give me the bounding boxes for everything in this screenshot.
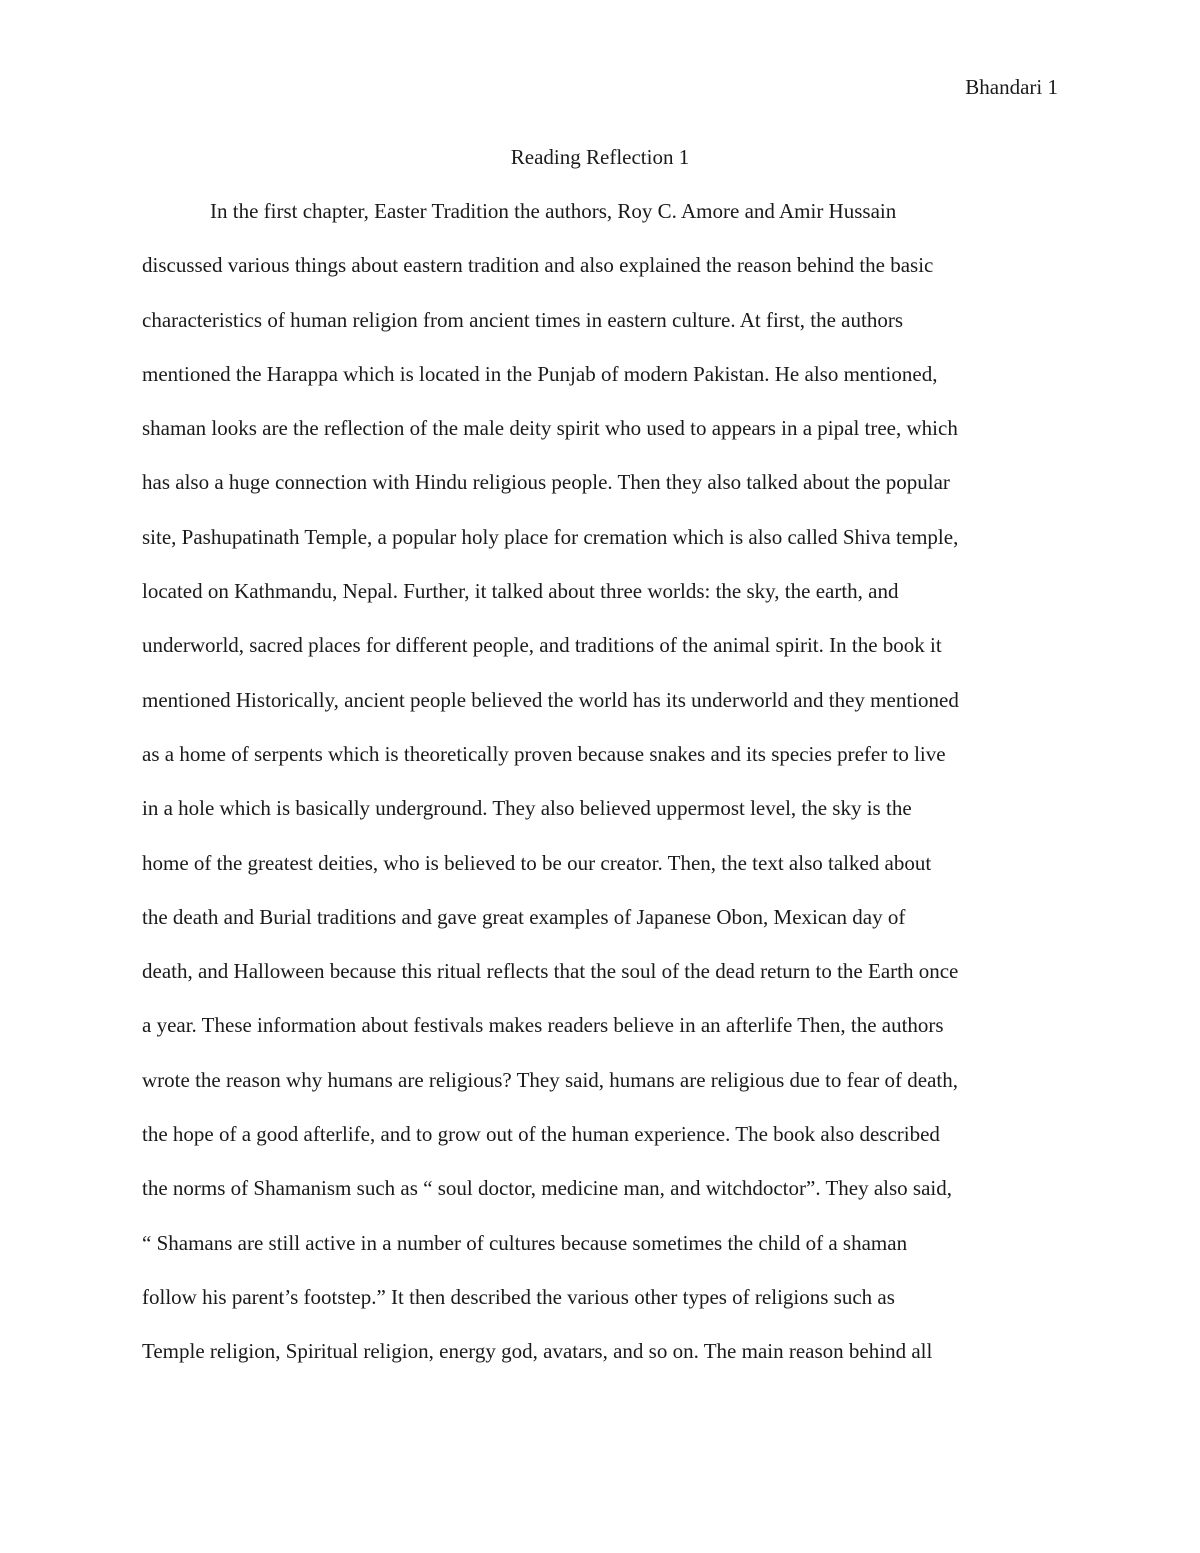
document-title: Reading Reflection 1	[510, 145, 690, 169]
text-line: Temple religion, Spiritual religion, energy god, avatars, and so on. The main reason behind all	[142, 1339, 933, 1364]
text-line: the hope of a good afterlife, and to grow out of the human experience. The book also described	[142, 1122, 940, 1147]
text-line: home of the greatest deities, who is believed to be our creator. Then, the text also talked about	[142, 850, 932, 875]
text-line: mentioned Historically, ancient people believed the world has its underworld and they mentioned	[142, 687, 959, 712]
text-line: death, and Halloween because this ritual reflects that the soul of the dead return to the Earth once	[142, 959, 959, 984]
text-line: located on Kathmandu, Nepal. Further, it talked about three worlds: the sky, the earth, and	[142, 579, 899, 604]
text-line: the death and Burial traditions and gave great examples of Japanese Obon, Mexican day of	[142, 904, 906, 929]
text-line: a year. These information about festivals makes readers believe in an afterlife Then, the authors	[142, 1013, 944, 1038]
text-line: mentioned the Harappa which is located in the Punjab of modern Pakistan. He also mentioned,	[142, 361, 938, 386]
text-line: in a hole which is basically underground. They also believed uppermost level, the sky is the	[142, 796, 912, 821]
text-line: has also a huge connection with Hindu religious people. Then they also talked about the popular	[142, 470, 950, 495]
text-line: wrote the reason why humans are religious? They said, humans are religious due to fear of death,	[142, 1067, 959, 1092]
running-head: Bhandari 1	[965, 75, 1058, 99]
text-line: In the first chapter, Easter Tradition the authors, Roy C. Amore and Amir Hussain	[210, 199, 897, 223]
body-text	[142, 196, 1072, 1391]
text-line: as a home of serpents which is theoretically proven because snakes and its species prefer to live	[142, 741, 946, 766]
text-line: follow his parent’s footstep.” It then described the various other types of religions such as	[142, 1284, 895, 1309]
text-line: “ Shamans are still active in a number of cultures because sometimes the child of a shaman	[142, 1230, 908, 1255]
text-line: underworld, sacred places for different people, and traditions of the animal spirit. In the book it	[142, 633, 942, 658]
text-line: shaman looks are the reflection of the male deity spirit who used to appears in a pipal tree, which	[142, 416, 958, 441]
text-line: the norms of Shamanism such as “ soul doctor, medicine man, and witchdoctor”. They also said,	[142, 1176, 953, 1201]
text-line: discussed various things about eastern tradition and also explained the reason behind the basic	[142, 253, 934, 278]
text-line: site, Pashupatinath Temple, a popular holy place for cremation which is also called Shiva temple,	[142, 524, 959, 549]
text-line: characteristics of human religion from ancient times in eastern culture. At first, the authors	[142, 307, 904, 332]
